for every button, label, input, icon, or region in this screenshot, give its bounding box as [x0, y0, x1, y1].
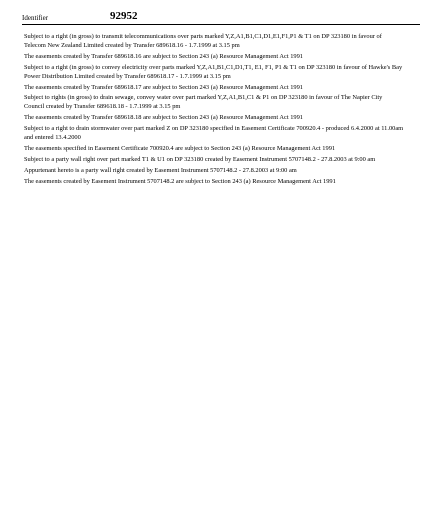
encumbrance-entry: The easements created by Easement Instrument 5707148.2 are subject to Section 243 (a) Resource Management Act 1991: [24, 177, 336, 185]
encumbrance-entry: The easements created by Transfer 689618.16 are subject to Section 243 (a) Resource Management Act 1991: [24, 52, 303, 60]
encumbrance-list: [24, 33, 404, 189]
identifier-label: Identifier: [22, 14, 49, 22]
encumbrance-entry: The easements created by Transfer 689618.18 are subject to Section 243 (a) Resource Management Act 1991: [24, 114, 303, 122]
header-rule: [22, 24, 420, 25]
identifier-value: 92952: [110, 10, 138, 22]
encumbrance-entry: The easements specified in Easement Certificate 700920.4 are subject to Section 243 (a) Resource Management Act 1991: [24, 144, 336, 152]
encumbrance-entry: The easements created by Transfer 689618.17 are subject to Section 243 (a) Resource Management Act 1991: [24, 83, 303, 91]
encumbrance-entry: Appurtenant hereto is a party wall right created by Easement Instrument 5707148.2 - 27.8.2003 at 9:00 am: [24, 166, 297, 174]
encumbrance-entry: Subject to a right (in gross) to convey electricity over parts marked Y,Z,A1,B1,C1,D1,T1, E1, F1, P1 & T1 on DP 323180 in favour of Hawke's Bay Power Distribution Limited created by Transfer 689618.17 - 1.7.1999 at 3.15 pm: [24, 63, 403, 80]
encumbrance-entry: Subject to a party wall right over part marked T1 & U1 on DP 323180 created by Easement Instrument 5707148.2 - 27.8.2003 at 9:00 am: [24, 155, 376, 163]
identifier-header: [22, 10, 420, 24]
encumbrance-entry: Subject to a right (in gross) to transmit telecommunications over parts marked Y,Z,A1,B1,C1,D1,E1,F1,P1 & T1 on DP 323180 in favour of Telecom New Zealand Limited created by Transfer 689618.16 - 1.7.1999 at 3.15 pm: [24, 33, 382, 49]
encumbrance-entry: Subject to rights (in gross) to drain sewage, convey water over part marked Y,Z,A1,B1,C1 & P1 on DP 323180 in favour of The Napier City Council created by Transfer 689618.18 - 1.7.1999 at 3.15 pm: [24, 94, 383, 111]
encumbrance-entry: Subject to a right to drain stormwater over part marked Z on DP 323180 specified in Easement Certificate 700920.4 - produced 6.4.2000 at 11.00am and entered 13.4.2000: [24, 125, 404, 142]
